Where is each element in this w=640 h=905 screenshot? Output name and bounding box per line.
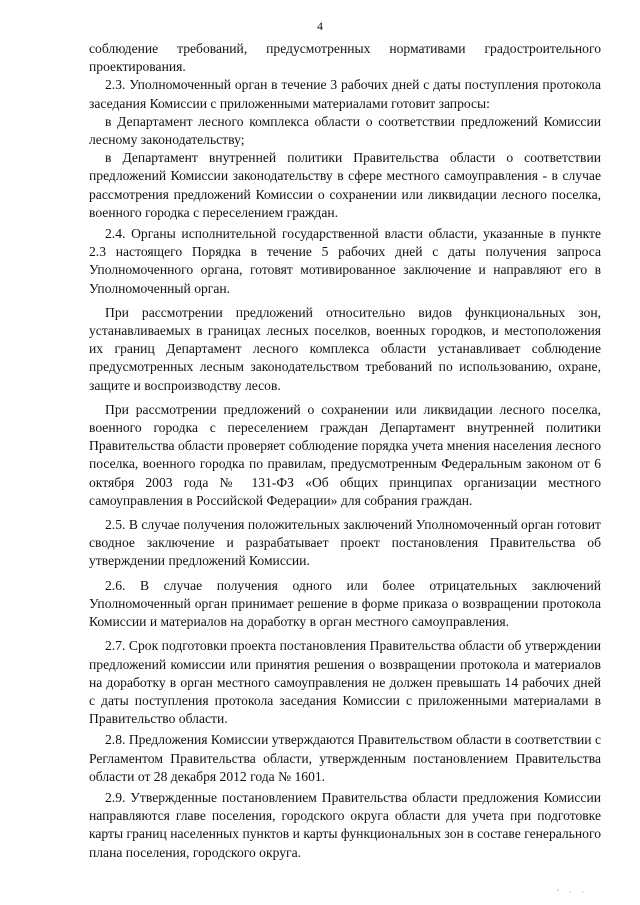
paragraph-population-opinion: При рассмотрении предложений о сохранении или ликвидации лесного поселка, военного городка с переселением граждан Департамент внутренней политики Правительства области проверяет соблюдение порядка учета мнения населения лесного поселка, военного городка по правилам, предусмотренным Федеральным законом от 6 октября 2003 года № 131-ФЗ «Об общих принципах организации местного самоуправления в Российской Федерации» для собрания граждан. xyxy=(89,401,601,508)
paragraph-2-4: 2.4. Органы исполнительной государственной власти области, указанные в пункте 2.3 настоящего Порядка в течение 5 рабочих дней с даты получения запроса Уполномоченного органа, готовят мотивированное заключение и направляют его в Уполномоченный орган. xyxy=(89,226,601,296)
paragraph-2-3: 2.3. Уполномоченный орган в течение 3 рабочих дней с даты поступления протокола заседания Комиссии с приложенными материалами готовит запросы: xyxy=(89,77,601,111)
paragraph-2-5: 2.5. В случае получения положительных заключений Уполномоченный орган готовит сводное заключение и разрабатывает проект постановления Правительства об утверждении предложений Комиссии. xyxy=(89,517,601,569)
paragraph-2-3-internal-policy: в Департамент внутренней политики Правительства области о соответствии предложений Комиссии законодательству в сфере местного самоуправления - в случае рассмотрения предложений Комиссии о сохранении или ликвидации лесного поселка, военного городка с переселением граждан. xyxy=(89,150,601,220)
paragraph-continuation: соблюдение требований, предусмотренных нормативами градостроительного проектирования. xyxy=(89,41,601,75)
paragraph-2-8: 2.8. Предложения Комиссии утверждаются Правительством области в соответствии с Регламентом Правительства области, утвержденным постановлением Правительства области от 28 декабря 2012 года № 1601. xyxy=(89,732,601,784)
scan-marks: ' · · xyxy=(557,888,588,897)
paragraph-2-9: 2.9. Утвержденные постановлением Правительства области предложения Комиссии направляются главе поселения, городского округа области для учета при подготовке карты границ населенных пунктов и карты функциональных зон в составе генерального плана поселения, городского округа. xyxy=(89,789,601,860)
paragraph-2-6: 2.6. В случае получения одного или более отрицательных заключений Уполномоченный орган принимает решение в форме приказа о возвращении протокола Комиссии и материалов на доработку в орган местного самоуправления. xyxy=(89,577,601,630)
paragraph-functional-zones: При рассмотрении предложений относительно видов функциональных зон, устанавливаемых в границах лесных поселков, военных городков, и местоположения их границ Департамент лесного комплекса области устанавливает соблюдение предусмотренных лесным законодательством требований по использованию, охране, защите и воспроизводству лесов. xyxy=(89,304,601,393)
paragraph-2-3-forestry: в Департамент лесного комплекса области о соответствии предложений Комиссии лесному законодательству; xyxy=(89,113,601,148)
page-number: 4 xyxy=(317,19,323,33)
document-body xyxy=(89,40,601,862)
paragraph-2-7: 2.7. Срок подготовки проекта постановления Правительства области об утверждении предложений комиссии или принятия решения о возвращении протокола и материалов на доработку в орган местного самоуправления не должен превышать 14 рабочих дней с даты поступления протокола заседания Комиссии с приложенными материалами в Правительство области. xyxy=(89,638,601,727)
